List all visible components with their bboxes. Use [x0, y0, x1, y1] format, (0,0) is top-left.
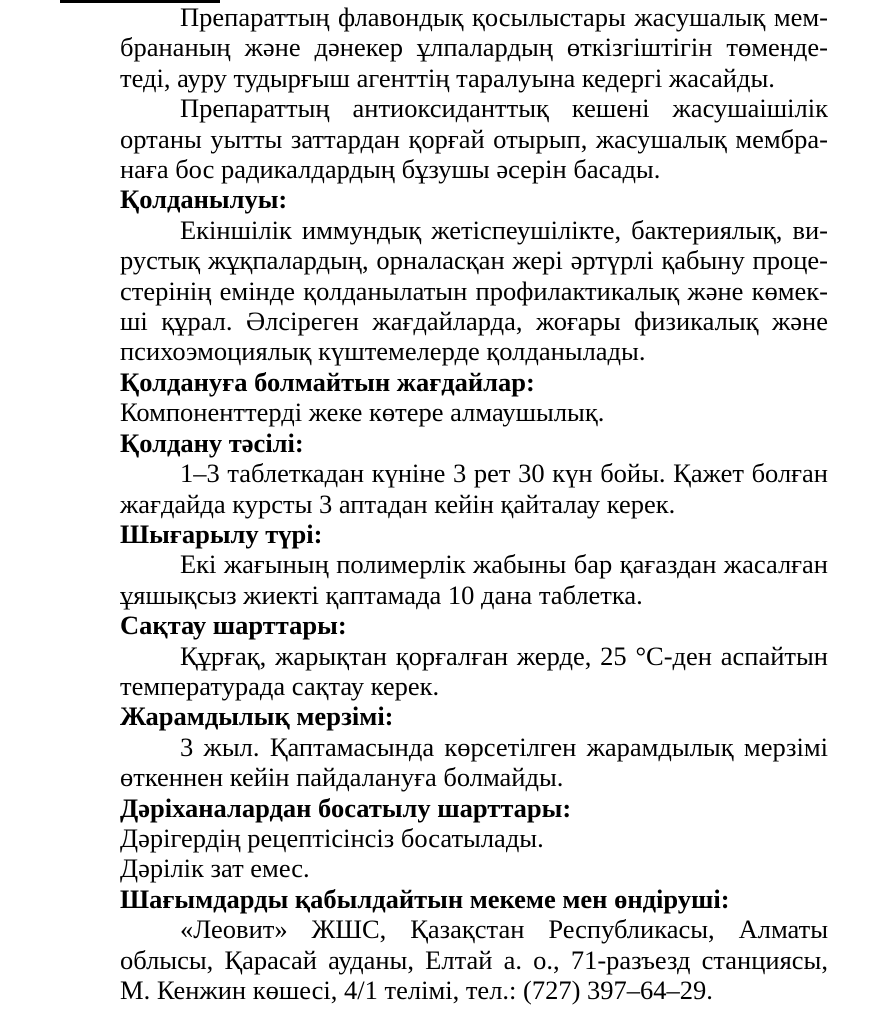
- usage-paragraph: [60, 215, 828, 367]
- text-line: Препараттың флавондық қосылыстары жасушалық мем-: [180, 2, 828, 32]
- text-line: жағдайда курсты 3 аптадан кейін қайталау керек.: [120, 488, 676, 519]
- text-line: брананың және дәнекер ұлпалардың өткізгіштігін төменде-: [120, 32, 828, 63]
- dispensing-text: Дәрігердің рецептісінсіз босатылады.: [120, 822, 544, 853]
- release-form-paragraph: [60, 549, 828, 610]
- dispensing-heading: Дәріханалардан босатылу шарттары:: [120, 792, 572, 823]
- usage-heading: Қолданылуы:: [120, 184, 288, 215]
- flavonoid-paragraph: [60, 2, 828, 93]
- manufacturer-paragraph: [60, 914, 828, 1005]
- text-line: өткеннен кейін пайдалануға болмайды.: [120, 762, 564, 793]
- text-line: ұяшықсыз жиекті қаптамада 10 дана таблетка.: [120, 579, 643, 610]
- text-line: «Леовит» ЖШС, Қазақстан Республикасы, Алматы: [180, 914, 828, 945]
- text-line: Препараттың антиоксиданттық кешені жасушаішілік: [180, 93, 828, 124]
- contraindications-heading: Қолдануға болмайтын жағдайлар:: [120, 366, 535, 397]
- shelf-life-heading: Жарамдылық мерзімі:: [120, 701, 394, 732]
- text-line: облысы, Қарасай ауданы, Елтай а. о., 71-разъезд станциясы,: [120, 944, 828, 975]
- shelf-life-paragraph: [60, 732, 828, 793]
- storage-paragraph: [60, 641, 828, 702]
- method-heading: Қолдану тәсілі:: [120, 427, 304, 458]
- text-line: Екі жағының полимерлік жабыны бар қағаздан жасалған: [180, 549, 828, 580]
- document-page: [60, 2, 828, 1005]
- release-form-heading: Шығарылу түрі:: [120, 518, 323, 549]
- text-line: ші құрал. Әлсіреген жағдайларда, жоғары физикалық және: [120, 306, 828, 337]
- text-line: ортаны уытты заттардан қорғай отырып, жасушалық мембра-: [120, 123, 828, 154]
- text-line: 3 жыл. Қаптамасында көрсетілген жарамдылық мерзімі: [180, 731, 828, 762]
- text-line: Құрғақ, жарықтан қорғалған жерде, 25 °С-ден аспайтын: [180, 640, 828, 671]
- text-line: температурада сақтау керек.: [120, 670, 440, 701]
- text-line: Екіншілік иммундық жетіспеушілікте, бактериялық, ви-: [180, 214, 828, 245]
- antioxidant-paragraph: [60, 93, 828, 184]
- not-medicine-text: Дәрілік зат емес.: [120, 853, 310, 884]
- text-line: М. Кенжин көшесі, 4/1 телімі, тел.: (727) 397–64–29.: [120, 975, 713, 1005]
- text-line: стерінің емінде қолданылатын профилактикалық және көмек-: [120, 275, 828, 306]
- manufacturer-heading: Шағымдарды қабылдайтын мекеме мен өндіруші:: [120, 883, 730, 914]
- storage-heading: Сақтау шарттары:: [120, 610, 347, 641]
- text-line: наға бос радикалдардың бұзушы әсерін басады.: [120, 154, 661, 185]
- text-line: рустық жұқпалардың, орналасқан жері әртүрлі қабыну проце-: [120, 245, 828, 276]
- text-line: 1–3 таблеткадан күніне 3 рет 30 күн бойы. Қажет болған: [180, 458, 828, 489]
- text-line: психоэмоциялық күштемелерде қолданылады.: [120, 336, 646, 367]
- contraindications-text: Компоненттерді жеке көтере алмаушылық.: [120, 397, 605, 428]
- method-paragraph: [60, 458, 828, 519]
- text-line: теді, ауру тудырғыш агенттің таралуына кедергі жасайды.: [120, 62, 775, 93]
